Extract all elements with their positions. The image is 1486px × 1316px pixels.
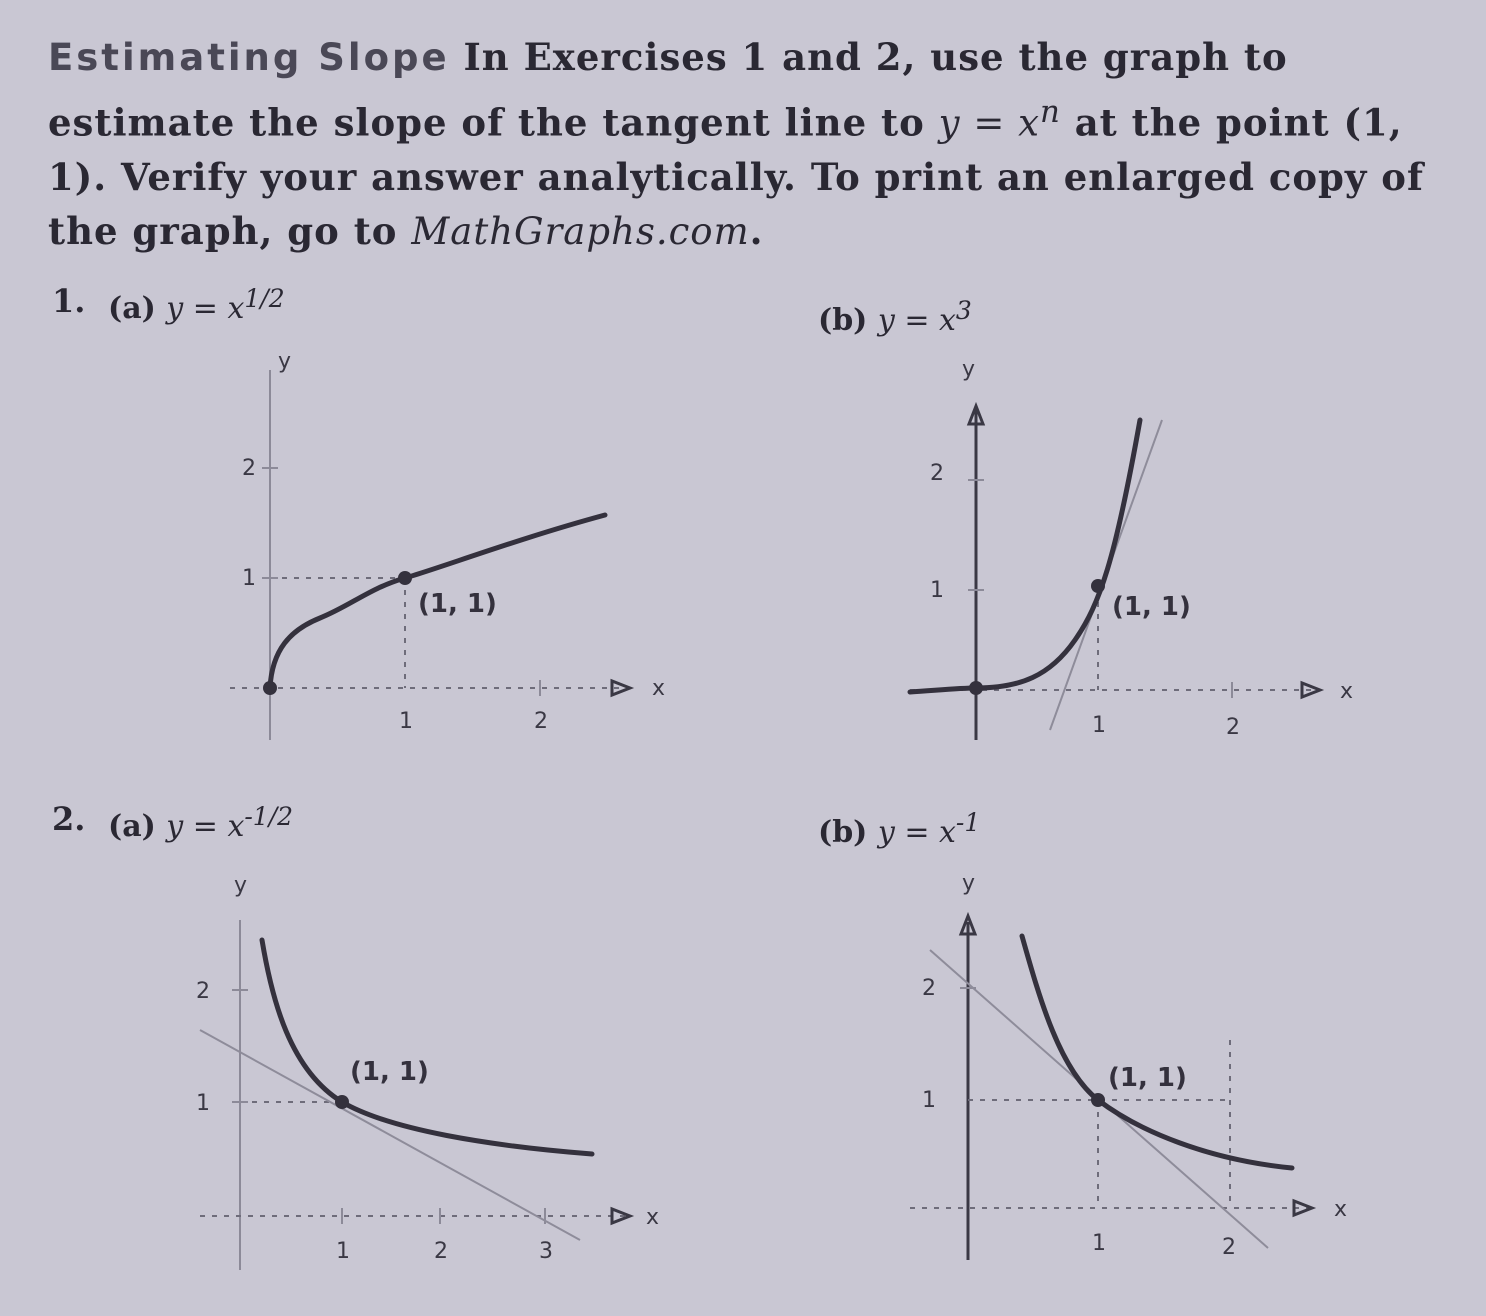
exercise-1-number: 1.	[52, 282, 86, 320]
y-tick-label: 2	[930, 461, 944, 486]
part-exponent: 1/2	[244, 284, 285, 313]
part-equation: y = x	[877, 815, 956, 850]
part-letter: (a)	[108, 291, 156, 326]
exercise-2b-label	[818, 808, 980, 850]
tangent-point	[335, 1095, 349, 1109]
origin-point	[263, 681, 277, 695]
intro-equation: y = x	[938, 101, 1040, 145]
x-axis-label: x	[1340, 679, 1354, 704]
part-letter: (b)	[818, 303, 868, 338]
tangent-point	[398, 571, 412, 585]
graph-1a	[190, 350, 670, 750]
y-tick-label: 2	[242, 456, 256, 481]
y-tick-label: 1	[242, 566, 256, 591]
intro-exponent: n	[1039, 94, 1061, 130]
tangent-point	[1091, 579, 1105, 593]
x-tick-label: 2	[534, 709, 548, 734]
part-exponent: -1	[955, 808, 981, 837]
intro-text-2: at the point (1, 1). Verify your answer analytically. To print an enlarged copy of the graph, go to	[48, 100, 1424, 254]
y-tick-label: 2	[196, 979, 210, 1004]
graph-2a	[160, 873, 680, 1280]
exercise-1a-label	[108, 284, 285, 326]
x-tick-label: 2	[1222, 1235, 1236, 1260]
x-tick-label: 2	[434, 1239, 448, 1264]
part-exponent: 3	[955, 296, 972, 325]
section-heading: Estimating Slope	[48, 36, 450, 79]
x-tick-label: 1	[336, 1239, 350, 1264]
intro-period: .	[749, 209, 764, 254]
x-tick-label: 1	[1092, 713, 1106, 738]
y-axis-label: y	[962, 871, 976, 896]
point-label: (1, 1)	[418, 589, 497, 619]
x-axis-label: x	[1334, 1197, 1348, 1222]
part-letter: (b)	[818, 815, 868, 850]
y-tick-label: 1	[922, 1088, 936, 1113]
y-tick-label: 1	[196, 1091, 210, 1116]
part-equation: y = x	[877, 303, 956, 338]
x-tick-label: 3	[539, 1239, 553, 1264]
graph-1b	[900, 357, 1380, 760]
x-axis-label: x	[646, 1205, 660, 1230]
curve	[262, 940, 592, 1154]
part-exponent: -1/2	[244, 802, 294, 831]
origin-point	[969, 681, 983, 695]
curve	[910, 420, 1140, 692]
y-tick-label: 1	[930, 578, 944, 603]
x-axis-label: x	[652, 676, 666, 701]
part-equation: y = x	[166, 291, 245, 326]
part-equation: y = x	[166, 809, 245, 844]
curve	[1022, 936, 1292, 1168]
exercise-1b-label	[818, 296, 972, 338]
y-axis-label: y	[278, 349, 292, 374]
y-axis-label: y	[234, 873, 248, 898]
y-tick-label: 2	[922, 976, 936, 1001]
graph-2b	[890, 870, 1370, 1270]
exercise-2a-label	[108, 802, 293, 844]
site-link[interactable]: MathGraphs.com	[411, 210, 750, 254]
exercise-2-number: 2.	[52, 800, 86, 838]
x-tick-label: 1	[1092, 1231, 1106, 1256]
part-letter: (a)	[108, 809, 156, 844]
intro-paragraph	[48, 30, 1428, 259]
x-tick-label: 2	[1226, 715, 1240, 740]
point-label: (1, 1)	[350, 1057, 429, 1087]
tangent-point	[1091, 1093, 1105, 1107]
point-label: (1, 1)	[1112, 592, 1191, 622]
point-label: (1, 1)	[1108, 1063, 1187, 1093]
y-axis-label: y	[962, 357, 976, 382]
intro-text-1: In Exercises 1 and 2, use the graph to estimate the slope of the tangent line to	[48, 35, 1288, 145]
x-tick-label: 1	[399, 709, 413, 734]
